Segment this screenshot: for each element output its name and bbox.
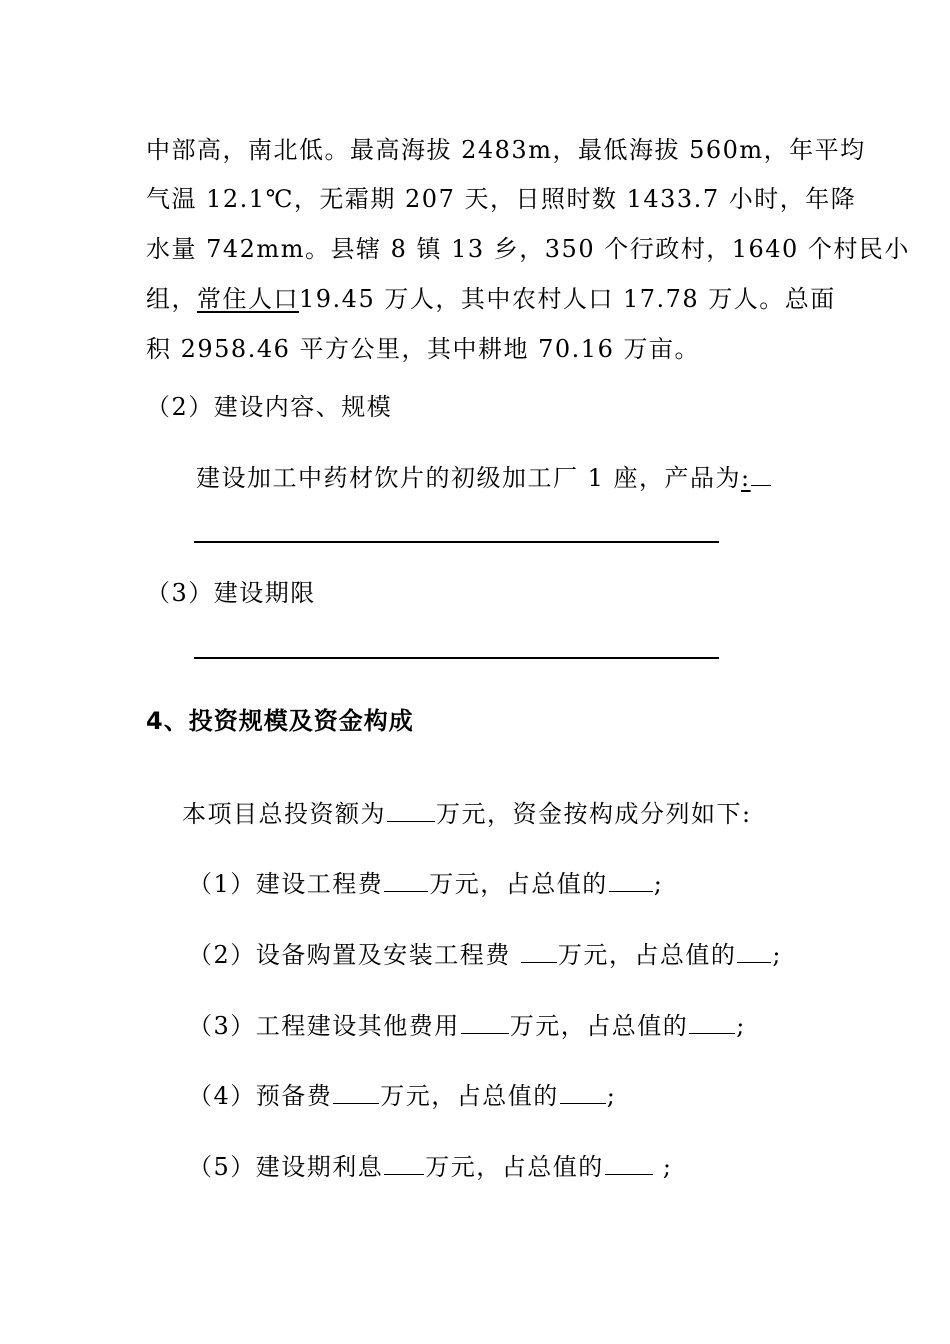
- cost-amount-blank[interactable]: [461, 1011, 509, 1034]
- cost-item-label: （5）建设期利息: [188, 1153, 384, 1181]
- cost-item-label: （1）建设工程费: [188, 870, 384, 898]
- paragraph-line-5: 积 2958.46 平方公里，其中耕地 70.16 万亩。: [146, 335, 700, 363]
- cost-item-1: [188, 869, 663, 899]
- cost-item-2: [188, 940, 782, 970]
- cost-item-mid: 万元，占总值的: [429, 870, 608, 898]
- cost-item-end: ;: [606, 1082, 617, 1110]
- cost-percent-blank[interactable]: [560, 1081, 606, 1104]
- section-2-text-body: 建设加工中药材饮片的初级加工厂 1 座，产品为: [196, 464, 742, 492]
- paragraph-line-2: 气温 12.1℃，无霜期 207 天，日照时数 1433.7 小时，年降: [146, 185, 857, 213]
- investment-intro-b: 万元，资金按构成分列如下:: [436, 800, 752, 828]
- cost-item-3: [188, 1011, 746, 1041]
- paragraph-line-4-suffix: 19.45 万人，其中农村人口 17.78 万人。总面: [299, 285, 836, 313]
- cost-percent-blank[interactable]: [609, 869, 653, 892]
- paragraph-line-4: [146, 284, 836, 314]
- section-4-heading: 4、投资规模及资金构成: [146, 707, 414, 735]
- cost-item-end: ;: [653, 1153, 673, 1181]
- product-blank-inline[interactable]: [751, 463, 771, 486]
- total-investment-blank[interactable]: [387, 799, 435, 822]
- cost-percent-blank[interactable]: [605, 1152, 653, 1175]
- cost-amount-blank[interactable]: [521, 940, 557, 963]
- cost-item-label: （2）设备购置及安装工程费: [188, 941, 520, 969]
- section-2-text: [196, 463, 771, 493]
- cost-item-end: ;: [772, 941, 782, 969]
- cost-item-mid: 万元，占总值的: [509, 1012, 689, 1040]
- cost-percent-blank[interactable]: [689, 1011, 735, 1034]
- cost-item-mid: 万元，占总值的: [425, 1153, 604, 1181]
- section-2-heading: （2）建设内容、规模: [146, 393, 393, 421]
- cost-amount-blank[interactable]: [384, 1152, 424, 1175]
- cost-item-end: ;: [736, 1012, 746, 1040]
- cost-percent-blank[interactable]: [737, 940, 771, 963]
- cost-item-end: ;: [653, 870, 664, 898]
- cost-item-4: [188, 1081, 616, 1111]
- paragraph-line-1: 中部高，南北低。最高海拔 2483m，最低海拔 560m，年平均: [146, 136, 866, 164]
- paragraph-line-3: 水量 742mm。县辖 8 镇 13 乡，350 个行政村，1640 个村民小: [146, 235, 910, 263]
- cost-item-mid: 万元，占总值的: [557, 941, 737, 969]
- investment-intro: [182, 799, 752, 829]
- cost-amount-blank[interactable]: [384, 869, 428, 892]
- resident-population-label: 常住人口: [197, 285, 299, 313]
- cost-item-5: [188, 1152, 673, 1182]
- paragraph-line-4-prefix: 组，: [146, 285, 197, 313]
- product-blank-line[interactable]: [194, 541, 719, 543]
- cost-amount-blank[interactable]: [333, 1081, 379, 1104]
- section-2-colon: :: [741, 464, 751, 492]
- section-3-heading: （3）建设期限: [146, 579, 316, 607]
- period-blank-line[interactable]: [194, 657, 719, 659]
- cost-item-mid: 万元，占总值的: [380, 1082, 559, 1110]
- cost-item-label: （3）工程建设其他费用: [188, 1012, 460, 1040]
- cost-item-label: （4）预备费: [188, 1082, 333, 1110]
- investment-intro-a: 本项目总投资额为: [182, 800, 386, 828]
